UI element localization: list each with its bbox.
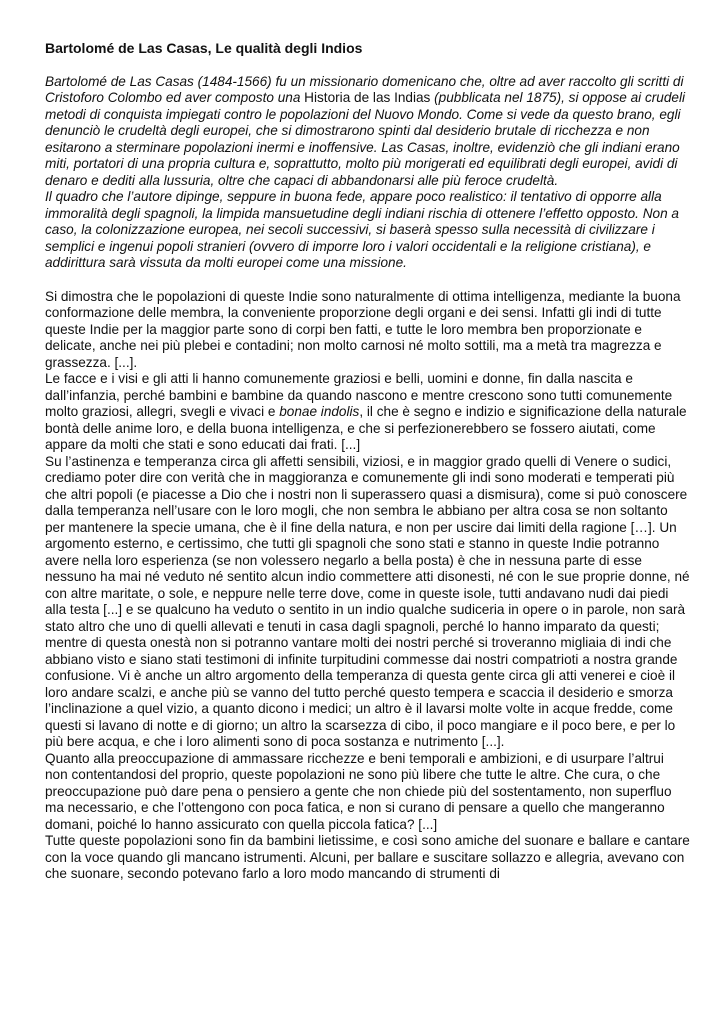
document-page (45, 40, 690, 883)
intro-p1-text-a: Bartolomé de Las Casas (1484-1566) fu un missionario domenicano che, oltre ad aver raccolto gli scritti di Cristoforo Colombo ed aver composto una (45, 73, 684, 105)
intro-p1-text-c: (pubblicata nel 1875), si oppose ai crudeli metodi di conquista impiegati contro le popolazioni del Nuovo Mondo. Come si vede da questo brano, egli denunciò le crudeltà degli europei, che si dimostrarono spinti dal desiderio brutale di ricchezza e non esitarono a sterminare popolazioni inermi e inoffensive. Las Casas, inoltre, evidenziò che gli indiani erano miti, portatori di una propria cultura e, soprattutto, molto più morigerati ed equilibrati degli europei, avidi di denaro e dediti alla lussuria, oltre che capaci di abbandonarsi alle più feroce crudeltà. (45, 90, 686, 188)
body-paragraph-4: Quanto alla preoccupazione di ammassare ricchezze e beni temporali e ambizioni, e di usurpare l’altrui non contentandosi del proprio, queste popolazioni ne sono più libere che tutte le altre. Che cura, o che preoccupazione può dare pena o pensiero a gente che non chiede più del sostentamento, non superfluo ma necessario, e che l’ottengono con poca fatica, e non si curano di pensare a quello che mangeranno domani, poiché lo hanno assicurato con quella piccola fatica? [...] (45, 750, 672, 832)
body-p2-text-a: Le facce e i visi e gli atti li hanno comunemente graziosi e belli, uomini e donne, fin dalla nascita e dall’infanzia, perché bambini e bambine da quando nascono e mentre crescono sono tutti comunemente molto graziosi, allegri, svegli e vivaci e (45, 371, 673, 419)
body-paragraph-2 (45, 371, 690, 454)
intro-paragraph-1 (45, 74, 690, 190)
intro-section (45, 74, 690, 272)
body-paragraph-3: Su l’astinenza e temperanza circa gli affetti sensibili, viziosi, e in maggior grado quelli di Venere o sudici, crediamo poter dire con verità che in maggioranza e comunemente gli indi sono moderati e temperati più che altri popoli (e piacesse a Dio che i nostri non li superassero quasi a dismisura), come si può conoscere dalla temperanza nell’usare con le loro mogli, che non sembra le abbiano per altra cosa se non soltanto per mantenere la specie umana, che è il fine della natura, e non per uscire dai limiti della ragione […]. Un argomento esterno, e certissimo, che tutti gli spagnoli che sono stati e stanno in queste Indie potranno avere nella loro esperienza (se non volessero negarlo a bella posta) è che in nessuna parte di esse nessuno ha mai né veduto né sentito alcun indio commettere atti disonesti, né con le sue proprie donne, né con altre maritate, o sole, e neppure nelle terre dove, come in queste isole, tutti andavano nudi dai piedi alla testa [...] e se qualcuno ha veduto o sentito in un indio qualche sudiceria in opere o in parole, non sarà stato altro che uno di quelli allevati e tenuti in casa dagli spagnoli, perché lo hanno imparato da questi; mentre di questa onestà non si potranno vantare molti dei nostri perché si troveranno migliaia di indi che abbiano visto e siano stati testimoni di infinite turpitudini commesse dai nostri compatrioti a nostra grande confusione. Vi è anche un altro argomento della temperanza di questa gente circa gli atti venerei e cioè il loro andare scalzi, e anche più se vanno del tutto perché questo tempera e scaccia il desiderio e smorza l’inclinazione a quel vizio, a quanto dicono i medici; un altro è il lavarsi molte volte in acque fredde, come questi si lavano di notte e di giorno; un altro la scarsezza di cibo, il poco mangiare e il poco bere, e per lo più bere acqua, e che i loro alimenti sono di poca sostanza e nutrimento [...]. (45, 453, 690, 749)
body-p2-text-c: , il che è segno e indizio e significazione della naturale bontà delle anime loro, e della buona intelligenza, e che si perfezionerebbero se fossero aiutati, come appare da molti che stati e sono educati dai frati. [...] (45, 404, 687, 452)
intro-paragraph-2: Il quadro che l’autore dipinge, seppure in buona fede, appare poco realistico: il tentativo di opporre alla immoralità degli spagnoli, la limpida mansuetudine degli indiani rischia di ottenere l’effetto opposto. Non a caso, la colonizzazione europea, nei secoli successivi, si baserà spesso sulla necessità di civilizzare i semplici e ingenui popoli stranieri (ovvero di imporre loro i valori occidentali e la religione cristiana), e addirittura sarà vissuta da molti europei come una missione. (45, 189, 679, 270)
intro-p1-book-title: Historia de las Indias (304, 90, 431, 105)
body-p2-latin-phrase: bonae indolis (279, 404, 360, 419)
body-paragraph-1: Si dimostra che le popolazioni di queste Indie sono naturalmente di ottima intelligenza, mediante la buona conformazione delle membra, la conveniente proporzione degli organi e dei sensi. Infatti gli indi di tutte queste Indie per la maggior parte sono di corpi ben fatti, e tutte le loro membra ben proporzionate e delicate, anche nei più plebei e contadini; non molto carnosi né molto sottili, ma a metà tra magrezza e grassezza. [...]. (45, 288, 681, 370)
document-title: Bartolomé de Las Casas, Le qualità degli Indios (45, 40, 363, 56)
body-paragraph-5: Tutte queste popolazioni sono fin da bambini lietissime, e così sono amiche del suonare e ballare e cantare con la voce quando gli mancano istrumenti. Alcuni, per ballare e suscitare sollazzo e allegria, avevano con che suonare, secondo potevano farlo a loro modo mancando di strumenti di (45, 833, 690, 881)
body-section (45, 289, 690, 883)
